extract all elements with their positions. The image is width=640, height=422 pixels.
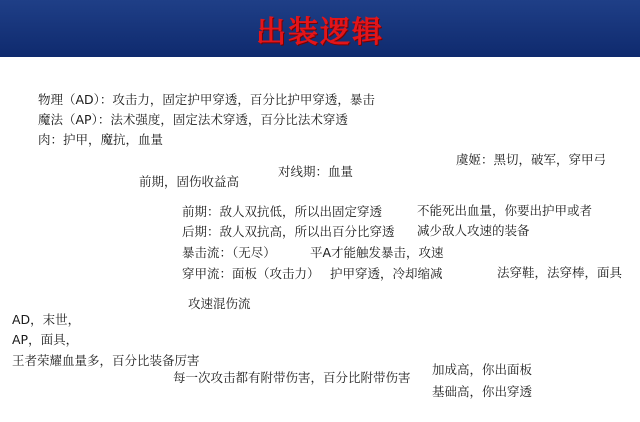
magic-pierce-items: 法穿鞋，法穿棒，面具 [497, 265, 623, 280]
crit-build: 暴击流：（无尽） [182, 245, 276, 260]
magic-attributes: 魔法（AP）：法术强度，固定法术穿透，百分比法术穿透 [38, 112, 348, 127]
ad-items: AD，末世， [12, 312, 81, 327]
ap-items: AP，面具， [12, 332, 79, 347]
late-phase-penetration: 后期：敌人双抗高，所以出百分比穿透 [182, 224, 395, 239]
physical-attributes: 物理（AD）：攻击力，固定护甲穿透，百分比护甲穿透，暴击 [38, 92, 375, 107]
attached-damage-note: 每一次攻击都有附带伤害，百分比附带伤害 [173, 370, 411, 385]
slow-tip: 减少敌人攻速的装备 [417, 223, 530, 238]
tank-attributes: 肉：护甲，魔抗，血量 [38, 132, 164, 147]
lane-phase: 对线期：血量 [278, 164, 354, 179]
attack-speed-build: 攻速混伤流 [188, 296, 251, 311]
crit-build-note: 平A才能触发暴击，攻速 [310, 245, 444, 260]
early-phase: 前期，固伤收益高 [139, 174, 240, 189]
bonus-note: 加成高，你出面板 [432, 362, 533, 377]
title-banner [0, 0, 640, 57]
hp-note: 王者荣耀血量多，百分比装备厉害 [12, 353, 200, 368]
armor-tip: 不能死出血量，你要出护甲或者 [417, 203, 593, 218]
hero-note: 虞姬：黑切，破军，穿甲弓 [456, 152, 607, 167]
base-note: 基础高，你出穿透 [432, 384, 533, 399]
pierce-build-note: 护甲穿透，冷却缩减 [330, 266, 443, 281]
pierce-build: 穿甲流：面板（攻击力） [182, 266, 320, 281]
early-phase-penetration: 前期：敌人双抗低，所以出固定穿透 [182, 204, 383, 219]
page-title: 出装逻辑 [256, 14, 384, 50]
